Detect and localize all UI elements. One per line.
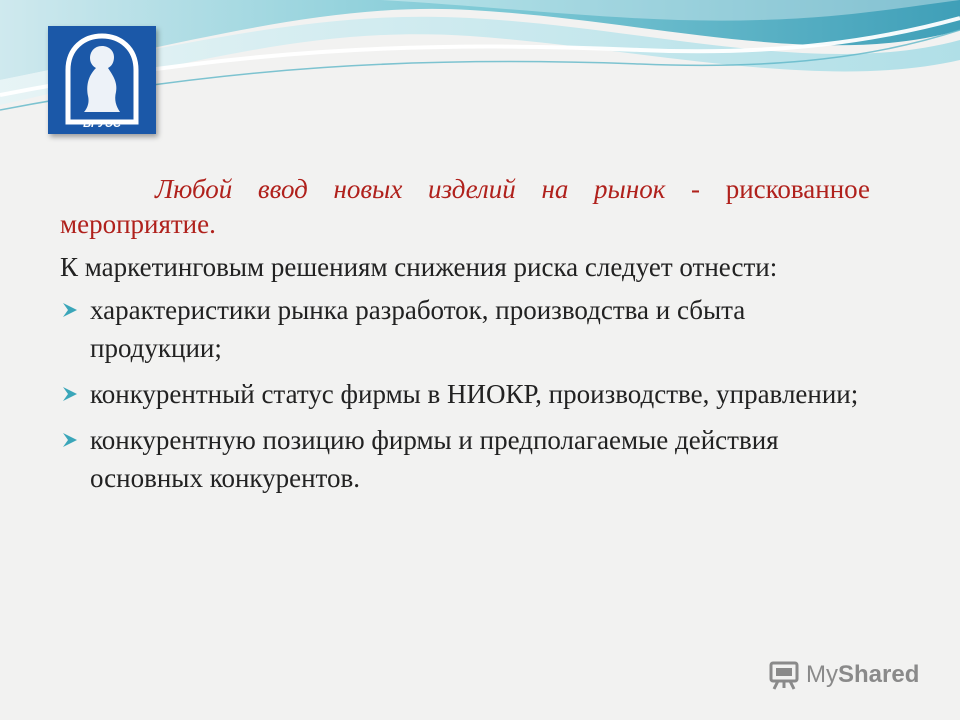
logo-emblem-icon: [48, 26, 156, 134]
slide-body: [60, 172, 870, 505]
myshared-watermark: [768, 655, 919, 695]
intro-italic: Любой ввод новых изделий на рынок -: [155, 174, 701, 204]
intro-rest: рискованное мероприятие.: [60, 174, 870, 239]
svg-text:ВГУЭС: ВГУЭС: [83, 118, 121, 130]
list-item-text: конкурентный статус фирмы в НИОКР, производстве, управлении;: [90, 379, 859, 409]
chevron-right-icon: [60, 430, 80, 450]
watermark-my: My: [806, 661, 838, 688]
list-item-text: конкурентную позицию фирмы и предполагаемые действия основных конкурентов.: [90, 425, 779, 493]
chevron-right-icon: [60, 300, 80, 320]
list-item: [60, 421, 870, 497]
list-item: [60, 291, 870, 367]
list-item: [60, 375, 870, 413]
presentation-board-icon: [768, 660, 800, 690]
chevron-right-icon: [60, 384, 80, 404]
university-logo: [48, 26, 156, 134]
bullet-list: [60, 291, 870, 497]
watermark-shared: Shared: [838, 661, 920, 688]
lead-paragraph: К маркетинговым решениям снижения риска следует отнести:: [60, 252, 778, 282]
intro-statement: [60, 172, 870, 242]
list-item-text: характеристики рынка разработок, производства и сбыта продукции;: [90, 295, 746, 363]
